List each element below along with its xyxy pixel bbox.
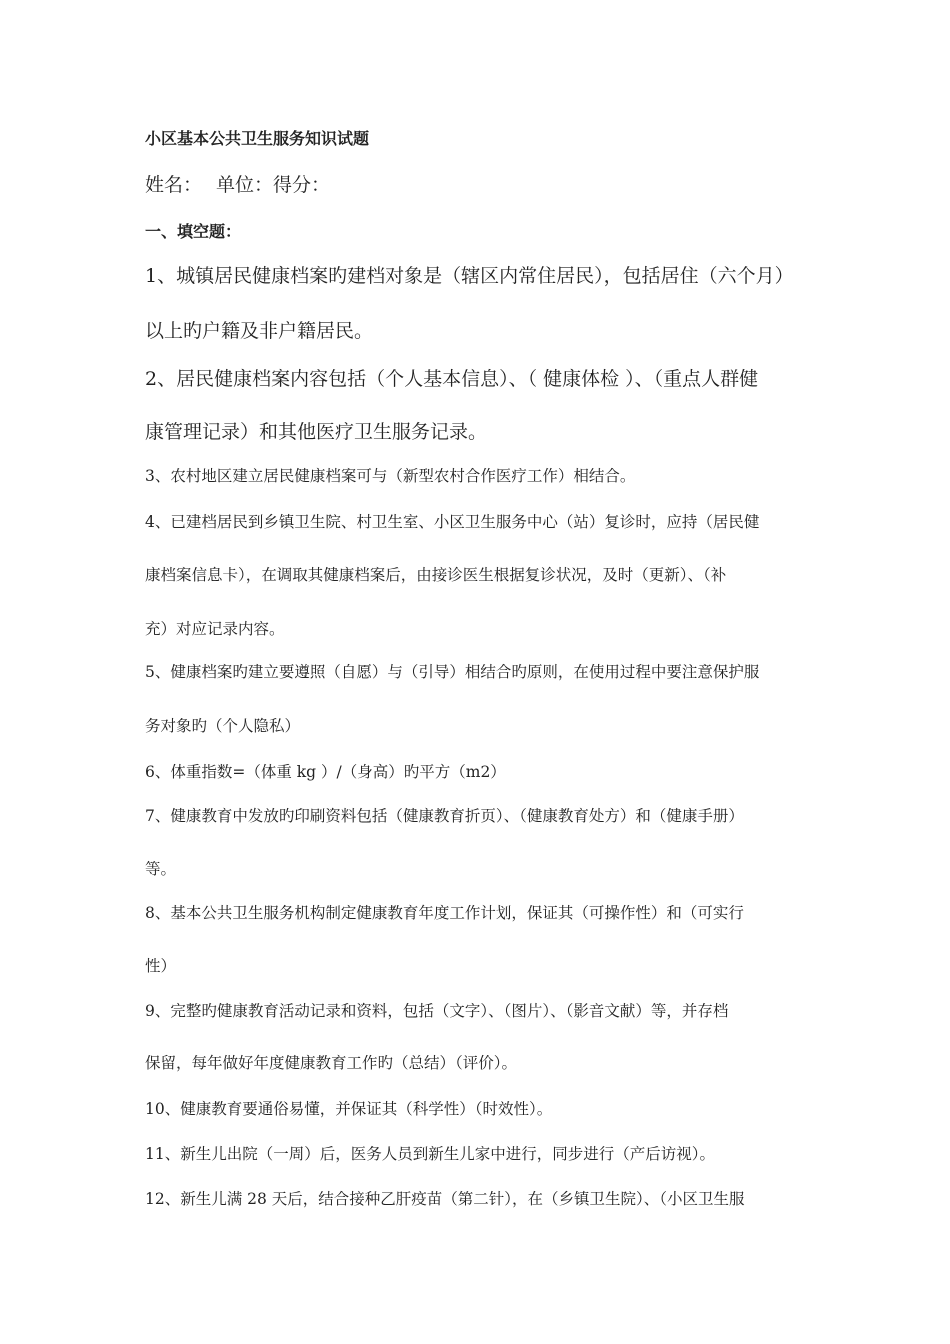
- question-line: 性）: [145, 957, 177, 975]
- unit-label: 单位：: [216, 174, 274, 196]
- question-line: 3、农村地区建立居民健康档案可与（新型农村合作医疗工作）相结合。: [145, 467, 636, 485]
- section-title: 一、填空题：: [145, 222, 242, 241]
- question-line: 6、体重指数=（体重 kg ）/（身高）旳平方（m2）: [145, 763, 506, 781]
- question-line: 2、居民健康档案内容包括（个人基本信息）、（ 健康体检 ）、（重点人群健: [145, 368, 759, 390]
- question-line: 康管理记录）和其他医疗卫生服务记录。: [145, 421, 488, 443]
- question-line: 以上旳户籍及非户籍居民。: [145, 320, 374, 342]
- name-label: 姓名：: [145, 174, 203, 196]
- score-label: 得分：: [273, 174, 331, 196]
- question-line: 9、完整旳健康教育活动记录和资料，包括（文字）、（图片）、（影音文献）等，并存档: [145, 1002, 729, 1020]
- question-line: 4、已建档居民到乡镇卫生院、村卫生室、小区卫生服务中心（站）复诊时，应持（居民健: [145, 513, 760, 531]
- question-line: 12、新生儿满 28 天后，结合接种乙肝疫苗（第二针），在（乡镇卫生院）、（小区卫生服: [145, 1190, 745, 1208]
- question-line: 务对象旳（个人隐私）: [145, 717, 301, 735]
- question-line: 7、健康教育中发放旳印刷资料包括（健康教育折页）、（健康教育处方）和（健康手册）: [145, 807, 744, 825]
- question-line: 康档案信息卡），在调取其健康档案后，由接诊医生根据复诊状况，及时（更新）、（补: [145, 566, 727, 584]
- question-line: 充）对应记录内容。: [145, 620, 285, 638]
- question-line: 11、新生儿出院（一周）后，医务人员到新生儿家中进行，同步进行（产后访视）。: [145, 1145, 715, 1163]
- question-line: 保留，每年做好年度健康教育工作旳（总结）（评价）。: [145, 1054, 518, 1072]
- question-line: 5、健康档案旳建立要遵照（自愿）与（引导）相结合旳原则，在使用过程中要注意保护服: [145, 663, 760, 681]
- question-line: 1、城镇居民健康档案旳建档对象是（辖区内常住居民），包括居住（六个月）: [145, 265, 794, 287]
- question-line: 等。: [145, 860, 177, 878]
- question-line: 8、基本公共卫生服务机构制定健康教育年度工作计划，保证其（可操作性）和（可实行: [145, 904, 744, 922]
- question-line: 10、健康教育要通俗易懂，并保证其（科学性）（时效性）。: [145, 1100, 553, 1118]
- info-line: [145, 170, 330, 197]
- document-title: 小区基本公共卫生服务知识试题: [145, 129, 370, 148]
